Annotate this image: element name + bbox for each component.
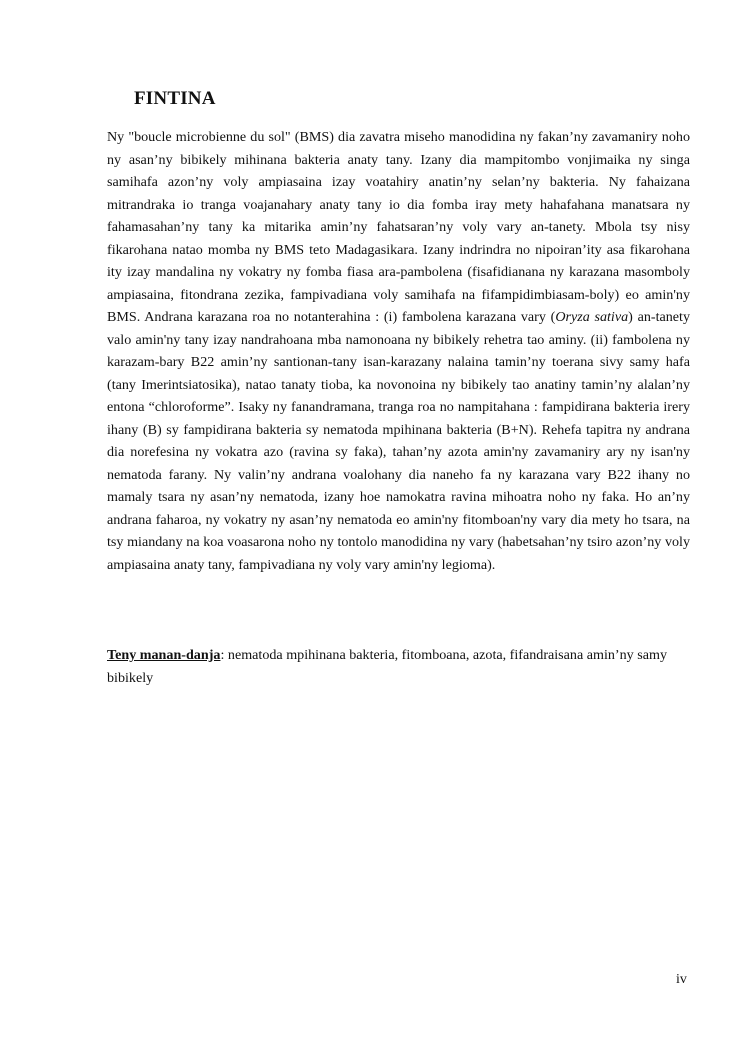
keywords-separator: :	[220, 647, 225, 663]
keywords-label: Teny manan-danja	[107, 647, 221, 663]
page-title: FINTINA	[134, 88, 216, 109]
page-number: iv	[676, 972, 687, 987]
abstract-text-part-1: Ny "boucle microbienne du sol" (BMS) dia zavatra miseho manodidina ny fakan’ny zavamaniry noho ny asan’ny bibikely mihinana bakteria anaty tany. Izany dia mampitombo vonjimaika ny singa samihafa azon’ny voly ampiasaina izay voatahiry anatin’ny selan’ny bakteria. Ny fahaizana mitrandraka io tranga voajanahary anaty tany io dia fomba iray mety hahafahana manatsara ny fahamasahan’ny tany ka mitarika amin’ny fahatsaran’ny voly vary an-tanety. Mbola tsy nisy fikarohana natao momba ny BMS teto Madagasikara. Izany indrindra no nipoiran’ity asa fikarohana ity izay mandalina ny vokatry ny fomba fiasa ara-pambolena (fisafidianana ny karazana masomboly ampiasaina, fitondrana zezika, fampivadiana voly samihafa na fifampidimbiasam-boly) eo amin'ny BMS. Andrana karazana roa no notanterahina : (i) fambolena karazana vary (	[107, 129, 690, 325]
keywords-list: nematoda mpihinana bakteria, fitomboana, azota, fifandraisana amin’ny samy bibikely	[107, 647, 667, 686]
keywords-section	[107, 644, 690, 689]
abstract-paragraph	[107, 126, 690, 576]
abstract-text-part-2: ) an-tanety valo amin'ny tany izay nandrahoana mba namonoana ny bibikely rehetra tao aminy. (ii) fambolena ny karazam-bary B22 amin’ny santionan-tany isan-karazany nalaina tamin’ny toerana sivy samy hafa (tany Imerintsiatosika), natao tanaty tioba, ka novonoina ny bibikely tao anatiny tamin’ny alalan’ny entona “chloroforme”. Isaky ny fanandramana, tranga roa no nampitahana : fampidirana bakteria irery ihany (B) sy fampidirana bakteria sy nematoda mpihinana bakteria (B+N). Rehefa tapitra ny andrana dia norefesina ny vokatra azo (ravina sy faka), tahan’ny azota amin'ny zavamaniry ary ny isan'ny nematoda farany. Ny valin’ny andrana voalohany dia naneho fa ny karazana vary B22 ihany no mamaly tsara ny asan’ny nematoda, izany hoe namokatra ravina mihoatra noho ny faka. Ho an’ny andrana faharoa, ny vokatry ny asan’ny nematoda eo amin'ny fitomboan'ny vary dia mety ho tsara, na tsy miandany na koa voasarona noho ny tontolo manodidina ny vary (habetsahan’ny tsiro azon’ny voly ampiasaina anaty tany, fampivadiana ny voly vary amin'ny legioma).	[107, 309, 691, 573]
species-name-italic: Oryza sativa	[555, 309, 629, 325]
